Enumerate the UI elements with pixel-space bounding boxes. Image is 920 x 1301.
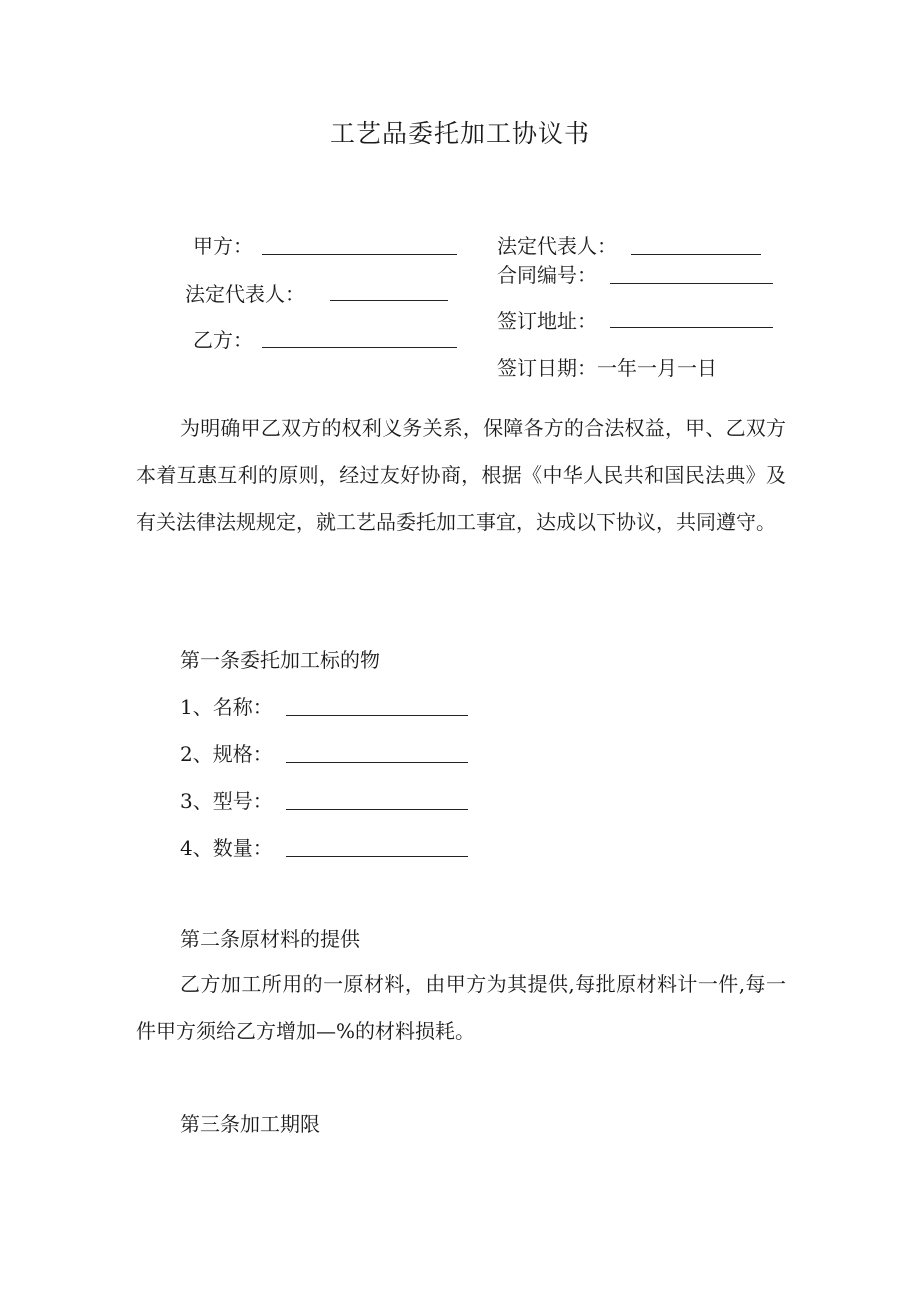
intro-text: 为明确甲乙双方的权利义务关系，保障各方的合法权益，甲、乙双方本着互惠互利的原则，经过友好协商，根据《中华人民共和国民法典》及有关法律法规规定，就工艺品委托加工事宜，达成以下协议，共同遵守。: [136, 416, 786, 534]
article3-heading: 第三条加工期限: [180, 1112, 320, 1136]
article2-text: 乙方加工所用的一原材料，由甲方为其提供,每批原材料计一件,每一件甲方须给乙方增加—%的材料损耗。: [136, 972, 786, 1043]
item-spec-blank: [286, 762, 468, 763]
article2-paragraph: [136, 961, 786, 1055]
sign-place-blank: [610, 327, 773, 328]
item-name-blank: [286, 715, 468, 716]
item-model-blank: [286, 809, 468, 810]
item-quantity-label: 4、数量：: [180, 836, 273, 860]
article2-heading: 第二条原材料的提供: [180, 927, 360, 951]
party-b-label: 乙方：: [193, 328, 253, 352]
article1-heading: 第一条委托加工标的物: [180, 648, 380, 672]
item-name-label: 1、名称：: [180, 695, 273, 719]
party-a-label: 甲方：: [193, 234, 253, 258]
item-spec-label: 2、规格：: [180, 742, 273, 766]
sign-place-label: 签订地址：: [497, 309, 597, 333]
legal-rep-left-blank: [330, 300, 448, 301]
contract-no-blank: [610, 283, 773, 284]
legal-rep-right-blank: [631, 254, 761, 255]
legal-rep-left-label: 法定代表人：: [185, 282, 305, 306]
document-title: 工艺品委托加工协议书: [329, 119, 590, 148]
sign-date-label: 签订日期：一年一月一日: [497, 356, 717, 380]
party-b-blank: [262, 347, 457, 348]
party-a-blank: [262, 254, 457, 255]
intro-paragraph: [136, 405, 786, 546]
legal-rep-right-label: 法定代表人：: [497, 234, 617, 258]
contract-no-label: 合同编号：: [497, 263, 597, 287]
item-model-label: 3、型号：: [180, 789, 273, 813]
item-quantity-blank: [286, 856, 468, 857]
